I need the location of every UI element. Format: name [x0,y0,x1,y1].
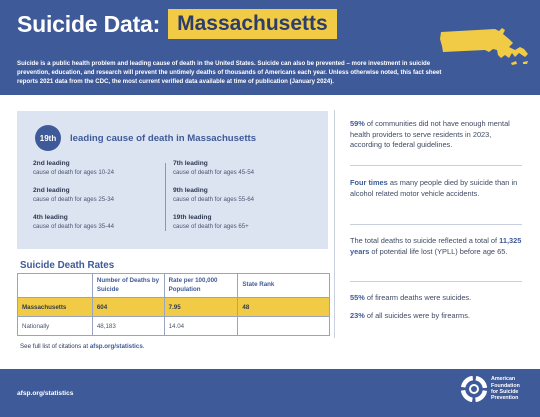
stat-text: of all suicides were by firearms. [364,311,470,320]
rank-item-sub: cause of death for ages 55-64 [173,195,254,203]
table-cell [238,317,330,336]
stat-emphasis: 11,325 years [350,236,522,256]
rank-item [33,160,114,187]
table-header-cell: Rate per 100,000 Population [164,274,238,298]
rank-item-title: 2nd leading [33,187,70,194]
rank-item-sub: cause of death for ages 65+ [173,222,249,230]
rank-column-left [33,160,114,241]
table-cell: Nationally [18,317,93,336]
table-cell: 14.04 [164,317,238,336]
stat-text: of firearm deaths were suicides. [364,293,472,302]
table-cell: 48 [238,298,330,317]
massachusetts-map-icon [439,22,533,74]
rates-title: Suicide Death Rates [20,260,115,271]
footer-link[interactable]: afsp.org/statistics [17,390,74,397]
title-state: Massachusetts [168,9,337,39]
rank-item-sub: cause of death for ages 45-54 [173,168,254,176]
afsp-lifesaver-icon [461,376,487,402]
rates-table [17,273,330,336]
stat-divider [350,224,522,225]
stat-ypll [350,236,522,257]
stat-providers [350,119,522,151]
header-banner [0,0,540,95]
rank-item [33,214,114,241]
table-cell: 604 [92,298,164,317]
stat-firearm-suicides [350,311,522,322]
ranking-panel [17,111,328,249]
column-divider [165,163,166,231]
stat-divider [350,165,522,166]
rank-item-title: 4th leading [33,214,68,221]
stat-divider [350,281,522,282]
stat-text: as many people died by suicide than in alcohol related motor vehicle accidents. [350,178,518,198]
rank-item [33,187,114,214]
stat-text: The total deaths to suicide reflected a total of [350,236,500,245]
table-header-cell [18,274,93,298]
table-row-national [18,317,330,336]
rank-item-title: 19th leading [173,214,212,221]
rank-item-title: 2nd leading [33,160,70,167]
stat-emphasis: 55% [350,293,365,302]
stat-firearm-deaths [350,293,522,304]
table-header-row [18,274,330,298]
rank-item-sub: cause of death for ages 35-44 [33,222,114,230]
logo-text [491,376,531,401]
stat-text: of potential life lost (YPLL) before age 65. [369,246,508,256]
rank-column-right [173,160,254,241]
rank-item [173,214,254,241]
logo-line: American [491,376,516,383]
stat-text: of communities did not have enough mental health providers to serve residents in 2023, according to federal guidelines. [350,119,510,150]
citation-end: . [142,343,145,350]
rank-item-sub: cause of death for ages 25-34 [33,195,114,203]
table-cell: Massachusetts [18,298,93,317]
rank-item [173,187,254,214]
table-cell: 7.95 [164,298,238,317]
logo-line: Prevention [491,395,519,402]
logo-line: for Suicide [491,389,519,395]
logo-line: Foundation [491,382,520,389]
table-row-state [18,298,330,317]
citation-text: See full list of citations at [20,343,90,350]
intro-text: Suicide is a public health problem and leading cause of death in the United States. Suicide can also be prevented – more investment in suicide prevention, education, and research will prevent the untimely deaths of thousands of Americans each year. Unless otherwise noted, this fact sheet reports 2021 data from the CDC, the most current verified data available at time of publication (January 2024). [17,60,442,86]
afsp-logo [461,376,531,402]
citation-note [20,343,145,350]
table-header-cell: State Rank [238,274,330,298]
stat-alcohol [350,178,522,199]
citation-link[interactable]: afsp.org/statistics [89,343,143,350]
table-header-cell: Number of Deaths by Suicide [92,274,164,298]
table-cell: 48,183 [92,317,164,336]
rank-label: leading cause of death in Massachusetts [70,132,257,144]
rank-item-title: 7th leading [173,160,208,167]
footer-banner [0,369,540,417]
rank-item [173,160,254,187]
title-main: Suicide Data: [17,10,161,37]
vertical-divider [334,110,335,338]
overall-rank [35,125,256,151]
rank-item-title: 9th leading [173,187,208,194]
rank-item-sub: cause of death for ages 10-24 [33,168,114,176]
stat-emphasis: Four times [350,178,388,187]
page-title [17,9,337,39]
rank-badge: 19th [35,125,61,151]
stat-emphasis: 23% [350,311,365,320]
stat-emphasis: 59% [350,119,365,128]
